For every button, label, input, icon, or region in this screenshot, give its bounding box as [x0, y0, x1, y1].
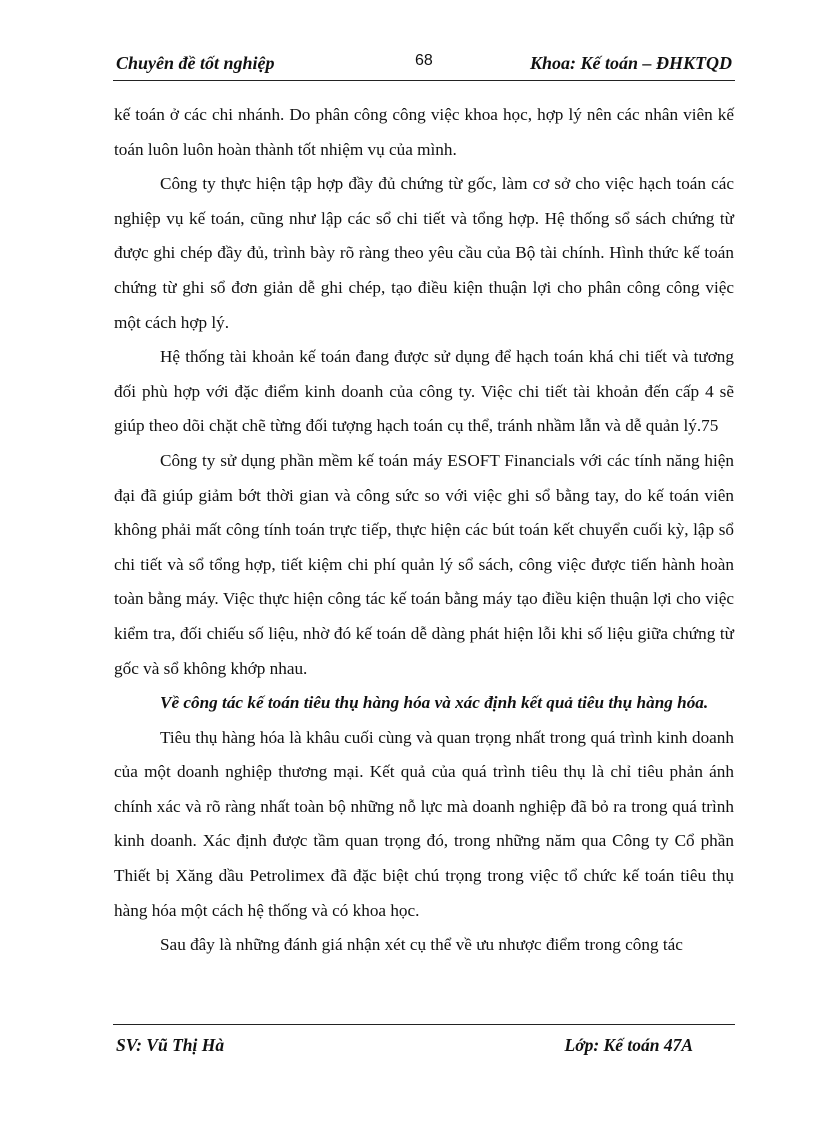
paragraph-accounts: Hệ thống tài khoản kế toán đang được sử dụng để hạch toán khá chi tiết và tương đối phù hợp với đặc điểm kinh doanh của công ty. Việc chi tiết tài khoản đến cấp 4 sẽ giúp theo dõi chặt chẽ từng đối tượng hạch toán cụ thể, tránh nhầm lẫn và dễ quản lý.75 [114, 347, 734, 436]
paragraph-documents: Công ty thực hiện tập hợp đầy đủ chứng từ gốc, làm cơ sở cho việc hạch toán các nghiệp vụ kế toán, cũng như lập các sổ chi tiết và tổng hợp. Hệ thống sổ sách chứng từ được ghi chép đầy đủ, trình bày rõ ràng theo yêu cầu của Bộ tài chính. Hình thức kế toán chứng từ ghi sổ đơn giản dễ ghi chép, tạo điều kiện thuận lợi cho phân công công việc một cách hợp lý. [114, 174, 734, 332]
header-faculty: Khoa: Kế toán – ĐHKTQD [529, 53, 732, 73]
page-footer [113, 1024, 735, 1055]
page-header [113, 52, 735, 81]
header-thesis-title: Chuyên đề tốt nghiệp [116, 53, 275, 73]
paragraph-continuation: kế toán ở các chi nhánh. Do phân công công việc khoa học, hợp lý nên các nhân viên kế toán luôn luôn hoàn thành tốt nhiệm vụ của mình. [114, 105, 734, 159]
page-number: 68 [415, 52, 433, 69]
paragraph-sales: Tiêu thụ hàng hóa là khâu cuối cùng và quan trọng nhất trong quá trình kinh doanh của một doanh nghiệp thương mại. Kết quả của quá trình tiêu thụ là chỉ tiêu phản ánh chính xác và rõ ràng nhất toàn bộ những nỗ lực mà doanh nghiệp đã bỏ ra trong quá trình kinh doanh. Xác định được tầm quan trọng đó, trong những năm qua Công ty Cổ phần Thiết bị Xăng dầu Petrolimex đã đặc biệt chú trọng trong việc tổ chức kế toán tiêu thụ hàng hóa một cách hệ thống và có khoa học. [114, 727, 734, 920]
paragraph-software: Công ty sử dụng phần mềm kế toán máy ESOFT Financials với các tính năng hiện đại đã giúp giảm bớt thời gian và công sức so với việc ghi sổ bằng tay, do kế toán viên không phải mất công tính toán trực tiếp, thực hiện các bút toán kết chuyển cuối kỳ, lập sổ chi tiết và sổ tổng hợp, tiết kiệm chi phí quản lý sổ sách, công việc được tiến hành hoàn toàn bằng máy. Việc thực hiện công tác kế toán bằng máy tạo điều kiện thuận lợi cho việc kiểm tra, đối chiếu số liệu, nhờ đó kế toán dễ dàng phát hiện lỗi khi số liệu giữa chứng từ gốc và sổ không khớp nhau. [114, 450, 734, 678]
paragraph-evaluation: Sau đây là những đánh giá nhận xét cụ thể về ưu nhược điểm trong công tác [160, 935, 683, 955]
footer-class: Lớp: Kế toán 47A [564, 1035, 693, 1055]
footer-student: SV: Vũ Thị Hà [116, 1035, 225, 1055]
page-body [114, 98, 734, 963]
section-heading: Về công tác kế toán tiêu thụ hàng hóa và xác định kết quả tiêu thụ hàng hóa. [160, 693, 709, 713]
